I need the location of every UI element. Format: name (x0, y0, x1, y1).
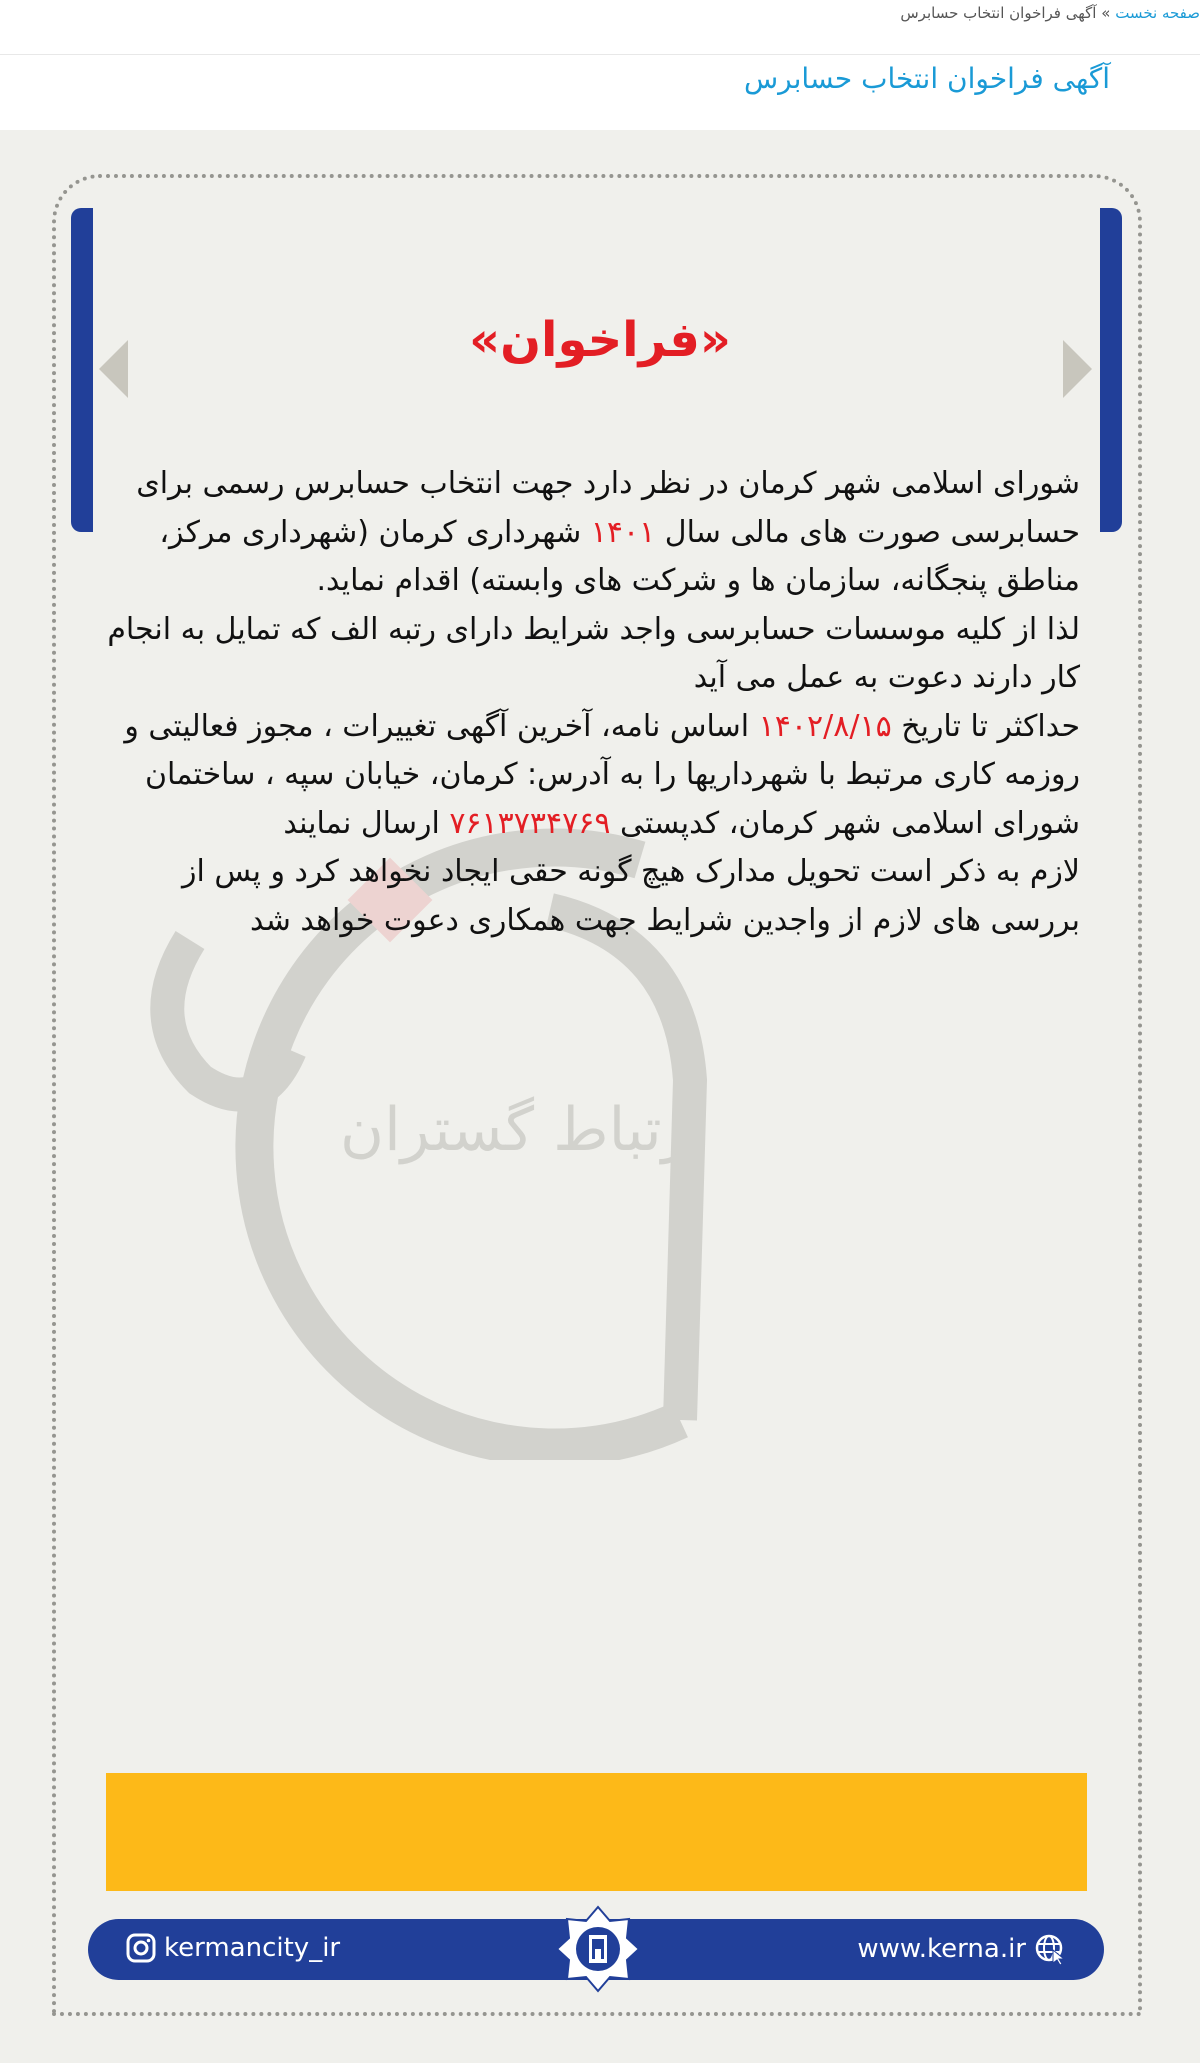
yellow-band (106, 1773, 1087, 1891)
instagram-icon (126, 1933, 156, 1963)
announcement-body (100, 460, 1080, 945)
paragraph-text: شورای اسلامی شهر کرمان در نظر دارد جهت انتخاب حسابرس رسمی برای حسابرسی صورت های مالی سال (136, 466, 1080, 550)
website-link[interactable] (857, 1933, 1066, 1965)
paragraph-text: شهرداری کرمان (شهرداری مرکز، مناطق پنجگانه، سازمان ها و شرکت های وابسته) اقدام نماید. (159, 514, 1080, 598)
deadline-date: ۱۴۰۲/۸/۱۵ (758, 708, 892, 744)
municipality-emblem-icon (555, 1905, 641, 1993)
breadcrumb-home-link[interactable]: صفحه نخست (1115, 4, 1200, 22)
breadcrumb (900, 4, 1200, 22)
breadcrumb-separator: » (1101, 4, 1111, 22)
headline: «فراخوان» (469, 312, 731, 368)
page-title: آگهی فراخوان انتخاب حسابرس (743, 62, 1110, 95)
left-accent-bar (71, 208, 93, 532)
website-text: www.kerna.ir (857, 1934, 1026, 1964)
paragraph-2: لذا از کلیه موسسات حسابرسی واجد شرایط دارای رتبه الف که تمایل به انجام کار دارند دعوت به عمل می آید (107, 611, 1080, 695)
paragraph-3 (100, 703, 1080, 849)
globe-cursor-icon (1034, 1933, 1066, 1965)
postal-code: ۷۶۱۳۷۳۴۷۶۹ (449, 805, 611, 841)
breadcrumb-current: آگهی فراخوان انتخاب حسابرس (900, 4, 1097, 22)
paragraph-4: لازم به ذکر است تحویل مدارک هیچ گونه حقی ایجاد نخواهد کرد و پس از بررسی های لازم از واجدین شرایط جهت همکاری دعوت خواهد شد (182, 854, 1080, 938)
svg-text:ارتباط گستران: ارتباط گستران (340, 1095, 708, 1165)
announcement-poster (0, 130, 1200, 2063)
paragraph-text: اساس نامه، آخرین آگهی تغییرات ، مجوز فعالیتی و روزمه کاری مرتبط با شهرداریها را به آدرس: کرمان، خیابان سپه ، ساختمان شورای اسلامی شهر کرمان، کدپستی (124, 708, 1080, 841)
fiscal-year: ۱۴۰۱ (590, 514, 656, 550)
paragraph-text: ارسال نمایند (283, 805, 450, 841)
paragraph-text: حداکثر تا تاریخ (891, 708, 1080, 744)
poster-footer (88, 1919, 1104, 1980)
paragraph-1 (100, 460, 1080, 606)
instagram-text: kermancity_ir (164, 1933, 341, 1963)
instagram-handle (126, 1933, 340, 1963)
right-accent-bar (1100, 208, 1122, 532)
header-divider (0, 54, 1200, 55)
